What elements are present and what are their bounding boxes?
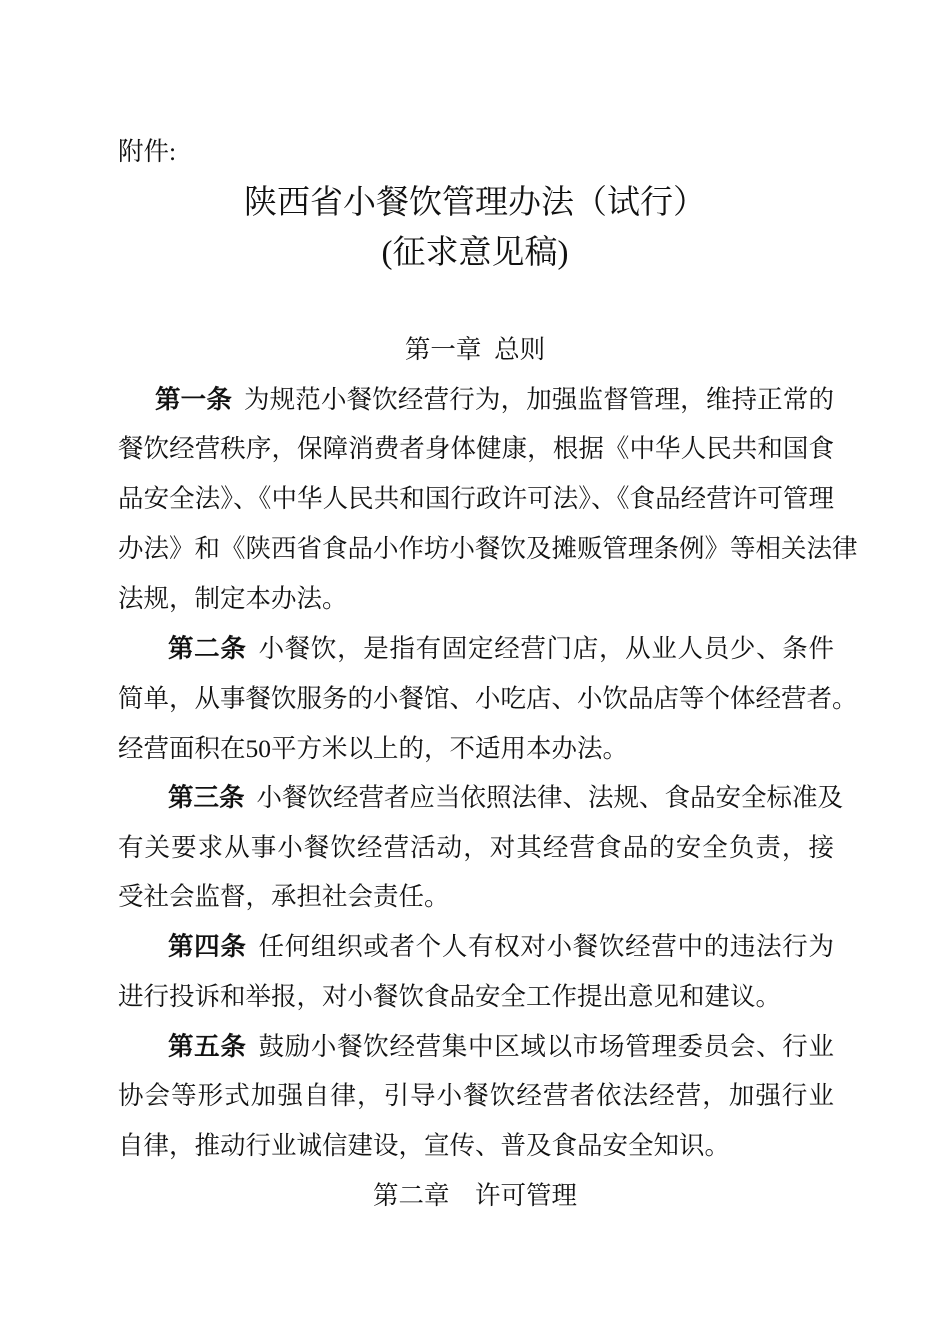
- article-line: [118, 584, 834, 614]
- article-label: 第二条: [168, 634, 247, 663]
- chapter-2-heading: 第二章 许可管理: [372, 1181, 577, 1210]
- article-text: 经营面积在50平方米以上的，不适用本办法。: [118, 734, 629, 763]
- article-text: 协会等形式加强自律，引导小餐饮经营者依法经营，加强行业: [118, 1081, 834, 1110]
- article-line: [118, 734, 834, 764]
- article-label: 第三条: [168, 783, 245, 812]
- article-text: 受社会监督，承担社会责任。: [118, 882, 450, 911]
- article-text: 餐饮经营秩序，保障消费者身体健康，根据《中华人民共和国食: [118, 434, 834, 463]
- article-text: 简单，从事餐饮服务的小餐馆、小吃店、小饮品店等个体经营者。: [118, 684, 858, 713]
- article-text: 自律，推动行业诚信建设，宣传、普及食品安全知识。: [118, 1131, 731, 1160]
- article-text: 进行投诉和举报，对小餐饮食品安全工作提出意见和建议。: [118, 982, 782, 1011]
- document-title: 陕西省小餐饮管理办法（试行）: [244, 185, 706, 221]
- article-label: 第四条: [168, 932, 247, 961]
- article-line: [168, 634, 834, 664]
- article-line: [168, 1032, 834, 1062]
- article-text: 办法》和《陕西省食品小作坊小餐饮及摊贩管理条例》等相关法律: [118, 534, 858, 563]
- article-label: 第五条: [168, 1032, 247, 1061]
- article-text: 小餐饮经营者应当依照法律、法规、食品安全标准及: [256, 783, 844, 812]
- article-text: 小餐饮，是指有固定经营门店，从业人员少、条件: [258, 634, 834, 663]
- article-line: [118, 534, 858, 564]
- article-line: [118, 684, 858, 714]
- article-line: [155, 385, 834, 415]
- article-line: [118, 434, 834, 464]
- article-text: 任何组织或者个人有权对小餐饮经营中的违法行为: [258, 932, 834, 961]
- article-text: 鼓励小餐饮经营集中区域以市场管理委员会、行业: [258, 1032, 834, 1061]
- attachment-label: 附件:: [118, 137, 177, 166]
- article-line: [118, 882, 834, 912]
- article-text: 品安全法》、《中华人民共和国行政许可法》、《食品经营许可管理: [118, 484, 834, 513]
- chapter-1-heading: 第一章 总则: [404, 335, 546, 364]
- article-line: [168, 783, 844, 813]
- article-text: 有关要求从事小餐饮经营活动，对其经营食品的安全负责，接: [118, 833, 834, 862]
- article-text: 法规，制定本办法。: [118, 584, 348, 613]
- article-text: 为规范小餐饮经营行为，加强监督管理，维持正常的: [243, 385, 834, 414]
- article-line: [118, 484, 834, 514]
- article-line: [118, 982, 834, 1012]
- article-line: [118, 1131, 834, 1161]
- article-line: [118, 833, 834, 863]
- document-subtitle: (征求意见稿): [381, 235, 569, 271]
- article-line: [168, 932, 834, 962]
- article-line: [118, 1081, 834, 1111]
- article-label: 第一条: [155, 385, 232, 414]
